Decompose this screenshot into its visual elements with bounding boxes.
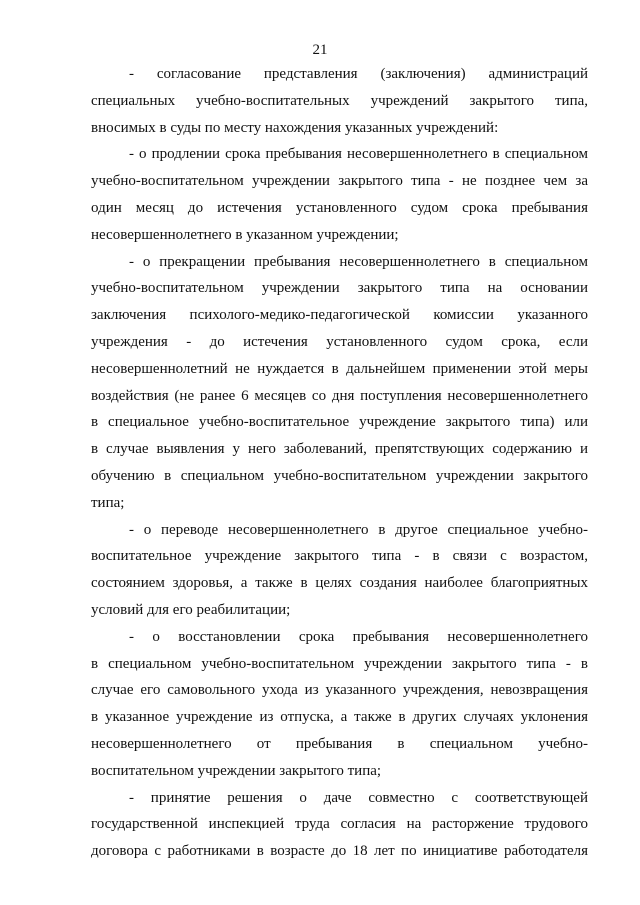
text-line: - о прекращении пребывания несовершеннолетнего в специальном: [129, 253, 588, 270]
text-line: обучению в специальном учебно-воспитательном учреждении закрытого: [91, 467, 588, 484]
text-line: заключения психолого-медико-педагогической комиссии указанного: [91, 307, 588, 324]
text-line: в специальном учебно-воспитательном учреждении закрытого типа - в: [91, 655, 588, 672]
text-line: случае его самовольного ухода из указанного учреждения, невозвращения: [91, 682, 588, 699]
text-line: государственной инспекцией труда согласия на расторжение трудового: [91, 816, 588, 833]
text-line: - принятие решения о даче совместно с соответствующей: [129, 789, 588, 806]
text-line: - о переводе несовершеннолетнего в другое специальное учебно-: [129, 521, 588, 538]
page-number: 21: [312, 42, 328, 58]
text-line: - о продлении срока пребывания несовершеннолетнего в специальном: [129, 146, 588, 163]
text-line: специальных учебно-воспитательных учреждений закрытого типа,: [91, 92, 588, 109]
text-line: - согласование представления (заключения) администраций: [129, 66, 588, 82]
text-line: в специальное учебно-воспитательное учреждение закрытого типа) или: [91, 414, 588, 431]
text-line: условий для его реабилитации;: [91, 601, 291, 618]
text-line: учебно-воспитательном учреждении закрытого типа - не позднее чем за: [91, 173, 588, 190]
text-line: один месяц до истечения установленного судом срока пребывания: [91, 199, 588, 216]
text-line: несовершеннолетний не нуждается в дальнейшем применении этой меры: [91, 360, 588, 377]
text-line: несовершеннолетнего в указанном учреждении;: [91, 226, 399, 243]
text-line: в указанное учреждение из отпуска, а также в других случаях уклонения: [91, 709, 588, 726]
text-line: учебно-воспитательном учреждении закрытого типа на основании: [91, 280, 588, 297]
text-line: воспитательное учреждение закрытого типа - в связи с возрастом,: [91, 548, 588, 565]
text-line: вносимых в суды по месту нахождения указанных учреждений:: [91, 119, 499, 136]
text-line: несовершеннолетнего от пребывания в специальном учебно-: [91, 735, 588, 752]
text-line: воспитательном учреждении закрытого типа;: [91, 762, 382, 779]
text-line: воздействия (не ранее 6 месяцев со дня поступления несовершеннолетнего: [91, 387, 588, 404]
text-line: типа;: [91, 494, 125, 511]
text-line: договора с работниками в возрасте до 18 лет по инициативе работодателя: [91, 843, 588, 860]
text-line: - о восстановлении срока пребывания несовершеннолетнего: [129, 628, 588, 645]
body-text: [91, 61, 588, 865]
text-line: состоянием здоровья, а также в целях создания наиболее благоприятных: [91, 575, 588, 592]
text-line: учреждения - до истечения установленного судом срока, если: [91, 333, 588, 350]
text-line: в случае выявления у него заболеваний, препятствующих содержанию и: [91, 441, 588, 458]
